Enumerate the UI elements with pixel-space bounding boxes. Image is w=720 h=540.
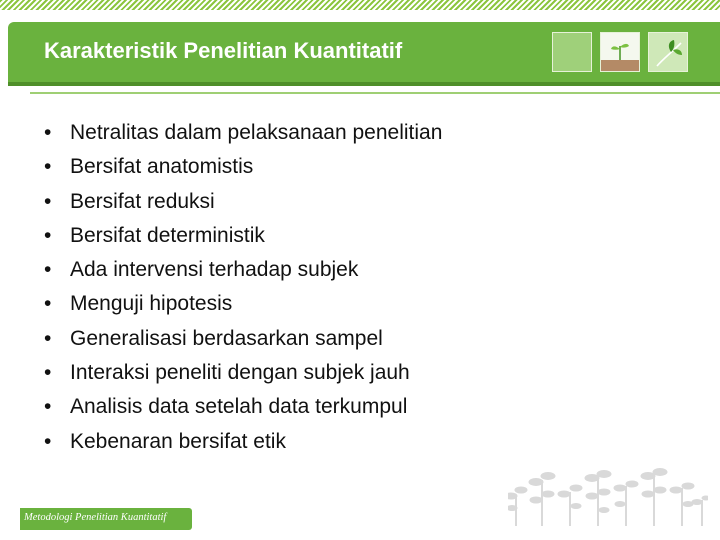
bullet-marker: • bbox=[44, 429, 52, 453]
bullet-item bbox=[44, 116, 604, 150]
bullet-item bbox=[44, 390, 604, 424]
bullet-item bbox=[44, 425, 604, 459]
bullet-item bbox=[44, 150, 604, 184]
bullet-text: Ada intervensi terhadap subjek bbox=[70, 258, 359, 282]
bullet-item bbox=[44, 356, 604, 390]
bullet-marker: • bbox=[44, 395, 52, 419]
title-bar-shadow bbox=[8, 82, 720, 86]
slide-title: Karakteristik Penelitian Kuantitatif bbox=[44, 38, 403, 63]
bullet-item bbox=[44, 322, 604, 356]
seedling-in-soil-photo bbox=[600, 32, 640, 72]
bullet-marker: • bbox=[44, 223, 52, 247]
bullet-item bbox=[44, 253, 604, 287]
header-stripe bbox=[0, 0, 720, 10]
sprout-on-green-photo bbox=[648, 32, 688, 72]
bullet-text: Interaksi peneliti dengan subjek jauh bbox=[70, 361, 410, 385]
bullet-marker: • bbox=[44, 292, 52, 316]
green-square-thumbnail bbox=[552, 32, 592, 72]
bullet-text: Bersifat deterministik bbox=[70, 223, 265, 247]
bullet-marker: • bbox=[44, 155, 52, 179]
bullet-marker: • bbox=[44, 258, 52, 282]
bullet-text: Bersifat anatomistis bbox=[70, 155, 254, 179]
title-underline bbox=[30, 92, 720, 94]
bullet-list bbox=[44, 116, 604, 459]
bullet-text: Menguji hipotesis bbox=[70, 292, 233, 316]
bullet-marker: • bbox=[44, 361, 52, 385]
bullet-text: Generalisasi berdasarkan sampel bbox=[70, 326, 383, 350]
bullet-marker: • bbox=[44, 189, 52, 213]
footer-label: Metodologi Penelitian Kuantitatif bbox=[24, 512, 167, 523]
bullet-item bbox=[44, 219, 604, 253]
bullet-text: Bersifat reduksi bbox=[70, 189, 215, 213]
bullet-item bbox=[44, 287, 604, 321]
bullet-text: Netralitas dalam pelaksanaan penelitian bbox=[70, 121, 443, 144]
seedling-row-decoration bbox=[508, 466, 708, 526]
bullet-text: Kebenaran bersifat etik bbox=[70, 429, 286, 453]
bullet-marker: • bbox=[44, 121, 52, 144]
bullet-item bbox=[44, 185, 604, 219]
bullet-text: Analisis data setelah data terkumpul bbox=[70, 395, 408, 419]
bullet-marker: • bbox=[44, 326, 52, 350]
footer-bar bbox=[20, 508, 192, 530]
